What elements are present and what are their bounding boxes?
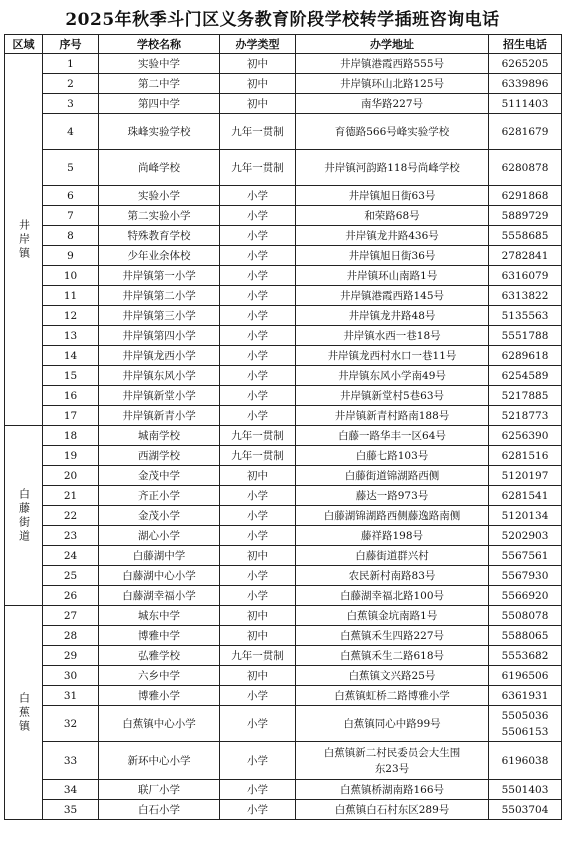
school-type: 小学 bbox=[220, 506, 296, 526]
school-phone-line: 6196506 bbox=[501, 669, 549, 682]
school-address-line: 井岸镇港霞西路145号 bbox=[339, 289, 445, 302]
school-name: 博雅中学 bbox=[99, 626, 220, 646]
school-address bbox=[296, 446, 489, 466]
school-type: 小学 bbox=[220, 266, 296, 286]
header-district: 区域 bbox=[5, 35, 43, 54]
school-type: 初中 bbox=[220, 666, 296, 686]
table-row bbox=[5, 526, 562, 546]
school-address-line: 井岸镇水西一巷18号 bbox=[343, 329, 441, 342]
school-phone-line: 6316079 bbox=[501, 269, 549, 282]
row-number: 11 bbox=[43, 286, 99, 306]
school-phone bbox=[489, 286, 562, 306]
school-address bbox=[296, 666, 489, 686]
school-phone-line: 6265205 bbox=[501, 57, 549, 70]
school-phone bbox=[489, 626, 562, 646]
school-address-line: 白蕉镇文兴路25号 bbox=[348, 669, 436, 682]
table-row bbox=[5, 506, 562, 526]
school-phone-line: 5135563 bbox=[501, 309, 549, 322]
table-row bbox=[5, 626, 562, 646]
school-phone bbox=[489, 326, 562, 346]
school-address bbox=[296, 646, 489, 666]
school-address-line: 和荣路68号 bbox=[364, 209, 420, 222]
row-number: 19 bbox=[43, 446, 99, 466]
school-address bbox=[296, 506, 489, 526]
table-row bbox=[5, 426, 562, 446]
school-address bbox=[296, 246, 489, 266]
school-phone bbox=[489, 94, 562, 114]
row-number: 13 bbox=[43, 326, 99, 346]
school-phone bbox=[489, 74, 562, 94]
table-row bbox=[5, 346, 562, 366]
school-phone-line: 5566920 bbox=[501, 589, 549, 602]
row-number: 33 bbox=[43, 742, 99, 780]
school-type: 初中 bbox=[220, 54, 296, 74]
school-phone bbox=[489, 246, 562, 266]
school-type: 小学 bbox=[220, 246, 296, 266]
table-row bbox=[5, 742, 562, 780]
school-phone-line: 5202903 bbox=[501, 529, 549, 542]
table-row bbox=[5, 54, 562, 74]
table-row bbox=[5, 466, 562, 486]
row-number: 6 bbox=[43, 186, 99, 206]
row-number: 27 bbox=[43, 606, 99, 626]
table-row bbox=[5, 206, 562, 226]
school-type: 小学 bbox=[220, 686, 296, 706]
school-phone bbox=[489, 406, 562, 426]
school-phone bbox=[489, 742, 562, 780]
row-number: 2 bbox=[43, 74, 99, 94]
table-row bbox=[5, 646, 562, 666]
school-type: 小学 bbox=[220, 326, 296, 346]
school-address bbox=[296, 586, 489, 606]
school-type: 初中 bbox=[220, 546, 296, 566]
school-name: 六乡中学 bbox=[99, 666, 220, 686]
school-phone bbox=[489, 150, 562, 186]
school-address-line: 井岸镇港霞西路555号 bbox=[339, 57, 445, 70]
school-address bbox=[296, 546, 489, 566]
school-type: 小学 bbox=[220, 566, 296, 586]
school-name: 第二中学 bbox=[99, 74, 220, 94]
school-address-line: 育德路566号峰实验学校 bbox=[334, 125, 450, 138]
school-phone-line: 5567561 bbox=[501, 549, 549, 562]
table-row bbox=[5, 94, 562, 114]
school-phone-line: 5508078 bbox=[501, 609, 549, 622]
row-number: 14 bbox=[43, 346, 99, 366]
school-phone bbox=[489, 226, 562, 246]
school-address-line: 南华路227号 bbox=[360, 97, 424, 110]
school-phone bbox=[489, 386, 562, 406]
table-row bbox=[5, 74, 562, 94]
school-address-line: 白蕉镇金坑南路1号 bbox=[346, 609, 438, 622]
school-phone-line: 5120197 bbox=[501, 469, 549, 482]
school-name: 金茂中学 bbox=[99, 466, 220, 486]
school-address bbox=[296, 206, 489, 226]
school-type: 初中 bbox=[220, 94, 296, 114]
school-name: 第二实验小学 bbox=[99, 206, 220, 226]
row-number: 16 bbox=[43, 386, 99, 406]
school-phone-line: 5506153 bbox=[501, 725, 549, 738]
school-name: 井岸镇第四小学 bbox=[99, 326, 220, 346]
table-row bbox=[5, 706, 562, 742]
school-address-line: 井岸镇环山南路1号 bbox=[346, 269, 438, 282]
table-row bbox=[5, 566, 562, 586]
school-type: 初中 bbox=[220, 606, 296, 626]
school-name: 白藤湖中心小学 bbox=[99, 566, 220, 586]
school-phone bbox=[489, 780, 562, 800]
school-phone-line: 5217885 bbox=[501, 389, 549, 402]
school-type: 小学 bbox=[220, 346, 296, 366]
row-number: 4 bbox=[43, 114, 99, 150]
header-number: 序号 bbox=[43, 35, 99, 54]
school-name: 西湖学校 bbox=[99, 446, 220, 466]
table-row bbox=[5, 780, 562, 800]
school-address-line: 井岸镇东风小学南49号 bbox=[338, 369, 446, 382]
school-name: 白藤湖中学 bbox=[99, 546, 220, 566]
school-address bbox=[296, 54, 489, 74]
row-number: 28 bbox=[43, 626, 99, 646]
school-name: 白藤湖幸福小学 bbox=[99, 586, 220, 606]
school-address bbox=[296, 226, 489, 246]
school-phone bbox=[489, 686, 562, 706]
school-address bbox=[296, 94, 489, 114]
table-row bbox=[5, 666, 562, 686]
school-name: 井岸镇第三小学 bbox=[99, 306, 220, 326]
school-type: 小学 bbox=[220, 800, 296, 820]
school-name: 珠峰实验学校 bbox=[99, 114, 220, 150]
school-type: 小学 bbox=[220, 486, 296, 506]
district-cell: 白藤街道 bbox=[5, 426, 43, 606]
row-number: 3 bbox=[43, 94, 99, 114]
school-name: 井岸镇第二小学 bbox=[99, 286, 220, 306]
school-name: 城南学校 bbox=[99, 426, 220, 446]
school-phone-line: 5111403 bbox=[501, 97, 549, 110]
row-number: 20 bbox=[43, 466, 99, 486]
school-name: 井岸镇新青小学 bbox=[99, 406, 220, 426]
school-type: 九年一贯制 bbox=[220, 446, 296, 466]
school-address-line: 东23号 bbox=[374, 762, 410, 775]
row-number: 8 bbox=[43, 226, 99, 246]
school-phone bbox=[489, 346, 562, 366]
header-school-type: 办学类型 bbox=[220, 35, 296, 54]
school-phone-line: 6281679 bbox=[501, 125, 549, 138]
school-phone-line: 6313822 bbox=[501, 289, 549, 302]
table-row bbox=[5, 406, 562, 426]
school-phone-line: 5505036 bbox=[501, 709, 549, 722]
school-table bbox=[4, 34, 562, 820]
school-type: 九年一贯制 bbox=[220, 426, 296, 446]
school-type: 小学 bbox=[220, 286, 296, 306]
table-row bbox=[5, 246, 562, 266]
school-phone bbox=[489, 526, 562, 546]
school-phone bbox=[489, 426, 562, 446]
school-address bbox=[296, 406, 489, 426]
school-address bbox=[296, 606, 489, 626]
school-address-line: 藤达一路973号 bbox=[355, 489, 429, 502]
row-number: 24 bbox=[43, 546, 99, 566]
school-type: 小学 bbox=[220, 706, 296, 742]
table-row bbox=[5, 486, 562, 506]
school-address-line: 藤祥路198号 bbox=[360, 529, 424, 542]
school-address-line: 白蕉镇虹桥二路博雅小学 bbox=[334, 689, 450, 702]
school-name: 齐正小学 bbox=[99, 486, 220, 506]
school-phone bbox=[489, 646, 562, 666]
school-address-line: 白蕉镇桥湖南路166号 bbox=[339, 783, 445, 796]
school-phone bbox=[489, 466, 562, 486]
school-address bbox=[296, 566, 489, 586]
row-number: 25 bbox=[43, 566, 99, 586]
school-address-line: 农民新村南路83号 bbox=[348, 569, 436, 582]
school-address bbox=[296, 780, 489, 800]
row-number: 22 bbox=[43, 506, 99, 526]
school-address-line: 井岸镇旭日街63号 bbox=[348, 189, 436, 202]
school-address bbox=[296, 466, 489, 486]
school-phone-line: 6254589 bbox=[501, 369, 549, 382]
row-number: 7 bbox=[43, 206, 99, 226]
school-phone bbox=[489, 546, 562, 566]
school-address bbox=[296, 346, 489, 366]
school-phone bbox=[489, 54, 562, 74]
school-address bbox=[296, 706, 489, 742]
school-phone-line: 5553682 bbox=[501, 649, 549, 662]
table-row bbox=[5, 114, 562, 150]
row-number: 12 bbox=[43, 306, 99, 326]
school-type: 小学 bbox=[220, 386, 296, 406]
school-address-line: 白蕉镇新二村民委员会大生围 bbox=[323, 746, 461, 759]
school-type: 九年一贯制 bbox=[220, 150, 296, 186]
school-name: 弘雅学校 bbox=[99, 646, 220, 666]
school-address bbox=[296, 266, 489, 286]
table-row bbox=[5, 386, 562, 406]
row-number: 17 bbox=[43, 406, 99, 426]
school-type: 小学 bbox=[220, 406, 296, 426]
school-address-line: 白藤湖幸福北路100号 bbox=[339, 589, 445, 602]
school-address-line: 白蕉镇白石村东区289号 bbox=[334, 803, 450, 816]
row-number: 32 bbox=[43, 706, 99, 742]
table-row bbox=[5, 150, 562, 186]
school-type: 小学 bbox=[220, 226, 296, 246]
school-name: 城东中学 bbox=[99, 606, 220, 626]
school-name: 实验小学 bbox=[99, 186, 220, 206]
school-phone-line: 5218773 bbox=[501, 409, 549, 422]
school-address bbox=[296, 306, 489, 326]
row-number: 10 bbox=[43, 266, 99, 286]
school-phone-line: 5567930 bbox=[501, 569, 549, 582]
school-type: 初中 bbox=[220, 466, 296, 486]
school-type: 小学 bbox=[220, 306, 296, 326]
table-row bbox=[5, 800, 562, 820]
school-name: 尚峰学校 bbox=[99, 150, 220, 186]
school-address-line: 白蕉镇禾生二路618号 bbox=[339, 649, 445, 662]
school-type: 小学 bbox=[220, 526, 296, 546]
school-phone bbox=[489, 800, 562, 820]
school-phone-line: 5551788 bbox=[501, 329, 549, 342]
school-address bbox=[296, 742, 489, 780]
row-number: 5 bbox=[43, 150, 99, 186]
school-phone bbox=[489, 114, 562, 150]
district-cell: 白蕉镇 bbox=[5, 606, 43, 820]
header-row bbox=[5, 35, 562, 54]
school-type: 初中 bbox=[220, 74, 296, 94]
school-name: 湖心小学 bbox=[99, 526, 220, 546]
header-school-name: 学校名称 bbox=[99, 35, 220, 54]
school-address bbox=[296, 626, 489, 646]
school-name: 新环中心小学 bbox=[99, 742, 220, 780]
school-name: 少年业余体校 bbox=[99, 246, 220, 266]
school-name: 实验中学 bbox=[99, 54, 220, 74]
row-number: 31 bbox=[43, 686, 99, 706]
table-row bbox=[5, 366, 562, 386]
row-number: 29 bbox=[43, 646, 99, 666]
header-phone: 招生电话 bbox=[489, 35, 562, 54]
school-type: 小学 bbox=[220, 742, 296, 780]
school-phone-line: 5501403 bbox=[501, 783, 549, 796]
school-phone-line: 6289618 bbox=[501, 349, 549, 362]
table-row bbox=[5, 446, 562, 466]
school-name: 井岸镇东风小学 bbox=[99, 366, 220, 386]
school-address bbox=[296, 74, 489, 94]
school-name: 第四中学 bbox=[99, 94, 220, 114]
school-phone bbox=[489, 306, 562, 326]
row-number: 26 bbox=[43, 586, 99, 606]
school-phone-line: 6361931 bbox=[501, 689, 549, 702]
school-phone bbox=[489, 186, 562, 206]
school-phone-line: 6281516 bbox=[501, 449, 549, 462]
school-phone-line: 5588065 bbox=[501, 629, 549, 642]
school-phone bbox=[489, 206, 562, 226]
school-phone bbox=[489, 506, 562, 526]
school-address bbox=[296, 426, 489, 446]
school-type: 小学 bbox=[220, 186, 296, 206]
school-name: 井岸镇龙西小学 bbox=[99, 346, 220, 366]
school-type: 九年一贯制 bbox=[220, 114, 296, 150]
school-address bbox=[296, 186, 489, 206]
row-number: 35 bbox=[43, 800, 99, 820]
table-row bbox=[5, 686, 562, 706]
school-phone bbox=[489, 606, 562, 626]
school-address-line: 井岸镇龙井路48号 bbox=[348, 309, 436, 322]
school-name: 白石小学 bbox=[99, 800, 220, 820]
school-address bbox=[296, 686, 489, 706]
school-phone-line: 6281541 bbox=[501, 489, 549, 502]
school-address-line: 白蕉镇禾生四路227号 bbox=[339, 629, 445, 642]
school-name: 金茂小学 bbox=[99, 506, 220, 526]
table-row bbox=[5, 286, 562, 306]
school-phone bbox=[489, 586, 562, 606]
school-phone bbox=[489, 706, 562, 742]
school-address-line: 白藤七路103号 bbox=[355, 449, 429, 462]
school-name: 特殊教育学校 bbox=[99, 226, 220, 246]
school-address bbox=[296, 286, 489, 306]
table-row bbox=[5, 306, 562, 326]
school-type: 初中 bbox=[220, 626, 296, 646]
school-phone-line: 6339896 bbox=[501, 77, 549, 90]
table-row bbox=[5, 186, 562, 206]
school-phone-line: 5558685 bbox=[501, 229, 549, 242]
table-row bbox=[5, 606, 562, 626]
school-phone-line: 5503704 bbox=[501, 803, 549, 816]
row-number: 15 bbox=[43, 366, 99, 386]
row-number: 1 bbox=[43, 54, 99, 74]
table-row bbox=[5, 266, 562, 286]
row-number: 30 bbox=[43, 666, 99, 686]
school-phone-line: 6280878 bbox=[501, 161, 549, 174]
school-address-line: 白藤湖锦湖路西侧藤逸路南侧 bbox=[323, 509, 461, 522]
school-address-line: 井岸镇环山北路125号 bbox=[339, 77, 445, 90]
school-type: 小学 bbox=[220, 586, 296, 606]
school-address bbox=[296, 150, 489, 186]
table-body bbox=[5, 54, 562, 820]
school-type: 小学 bbox=[220, 366, 296, 386]
district-cell: 井岸镇 bbox=[5, 54, 43, 426]
school-address-line: 井岸镇新堂村5巷63号 bbox=[339, 389, 445, 402]
school-phone bbox=[489, 666, 562, 686]
school-address bbox=[296, 366, 489, 386]
school-phone-line: 2782841 bbox=[501, 249, 549, 262]
school-address-line: 井岸镇龙西村水口一巷11号 bbox=[327, 349, 457, 362]
school-type: 小学 bbox=[220, 206, 296, 226]
school-address bbox=[296, 800, 489, 820]
table-row bbox=[5, 226, 562, 246]
school-type: 九年一贯制 bbox=[220, 646, 296, 666]
row-number: 23 bbox=[43, 526, 99, 546]
school-phone bbox=[489, 486, 562, 506]
school-phone bbox=[489, 366, 562, 386]
school-phone-line: 5889729 bbox=[501, 209, 549, 222]
school-address-line: 白藤街道锦湖路西侧 bbox=[344, 469, 440, 482]
school-address bbox=[296, 114, 489, 150]
school-address-line: 井岸镇新青村路南188号 bbox=[334, 409, 450, 422]
row-number: 21 bbox=[43, 486, 99, 506]
school-address-line: 井岸镇河韵路118号尚峰学校 bbox=[324, 161, 460, 174]
school-name: 白蕉镇中心小学 bbox=[99, 706, 220, 742]
school-phone bbox=[489, 266, 562, 286]
table-row bbox=[5, 546, 562, 566]
school-name: 博雅小学 bbox=[99, 686, 220, 706]
table-row bbox=[5, 326, 562, 346]
school-name: 联厂小学 bbox=[99, 780, 220, 800]
school-address-line: 白蕉镇同心中路99号 bbox=[343, 717, 441, 730]
row-number: 18 bbox=[43, 426, 99, 446]
row-number: 34 bbox=[43, 780, 99, 800]
school-type: 小学 bbox=[220, 780, 296, 800]
school-name: 井岸镇第一小学 bbox=[99, 266, 220, 286]
row-number: 9 bbox=[43, 246, 99, 266]
school-phone-line: 6291868 bbox=[501, 189, 549, 202]
table-row bbox=[5, 586, 562, 606]
school-address bbox=[296, 526, 489, 546]
school-name: 井岸镇新堂小学 bbox=[99, 386, 220, 406]
school-address bbox=[296, 486, 489, 506]
page-title: 2025年秋季斗门区义务教育阶段学校转学插班咨询电话 bbox=[65, 9, 500, 30]
school-address-line: 井岸镇龙井路436号 bbox=[345, 229, 439, 242]
school-phone-line: 6256390 bbox=[501, 429, 549, 442]
school-phone bbox=[489, 446, 562, 466]
school-phone-line: 5120134 bbox=[501, 509, 549, 522]
school-address bbox=[296, 326, 489, 346]
school-address-line: 井岸镇旭日街36号 bbox=[348, 249, 436, 262]
school-address-line: 白藤街道群兴村 bbox=[355, 549, 429, 562]
school-phone bbox=[489, 566, 562, 586]
school-address-line: 白藤一路华丰一区64号 bbox=[338, 429, 446, 442]
school-phone-line: 6196038 bbox=[501, 754, 549, 767]
school-address bbox=[296, 386, 489, 406]
header-address: 办学地址 bbox=[296, 35, 489, 54]
